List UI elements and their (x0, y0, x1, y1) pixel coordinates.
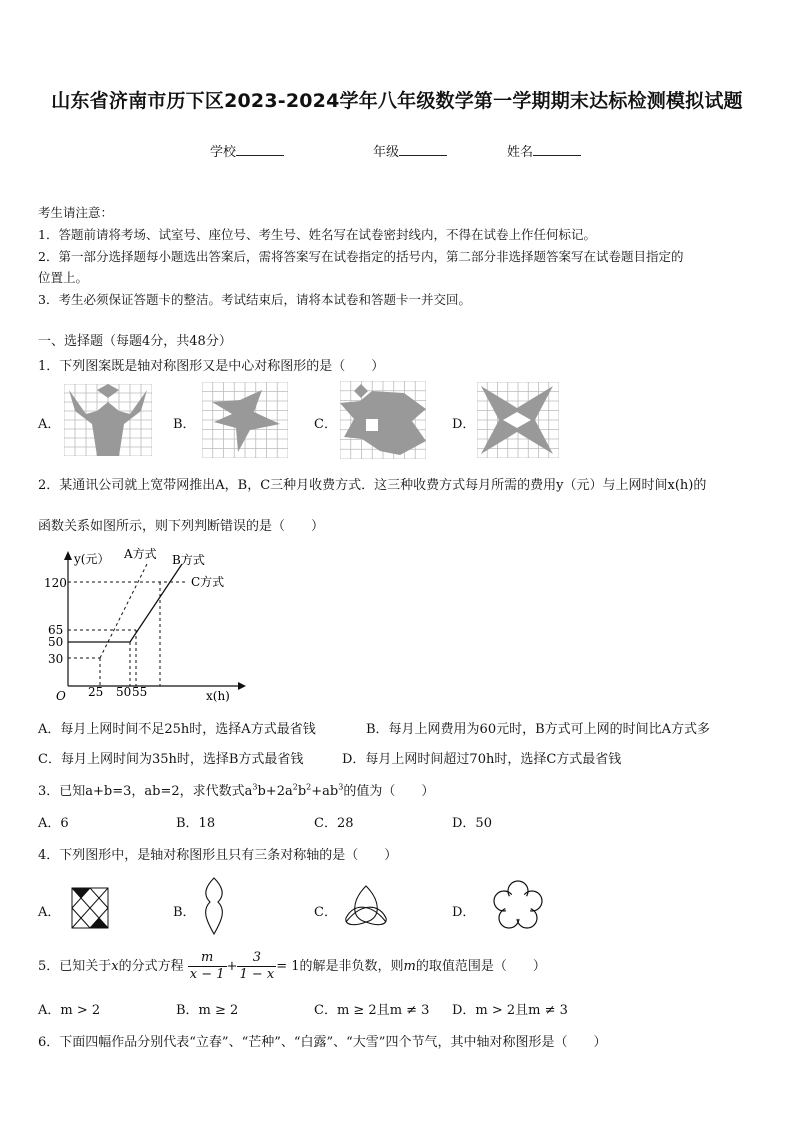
q5-fraction-2 (237, 950, 276, 983)
line-b-label: B方式 (172, 553, 205, 567)
notice-item: 1．答题前请将考场、试室号、座位号、考生号、姓名写在试卷密封线内，不得在试卷上作任何标记。 (38, 227, 596, 242)
frac-numerator: 3 (237, 950, 276, 967)
q3-stem-part: 的值为（ ） (343, 784, 435, 799)
school-label: 学校 (210, 145, 237, 160)
section-heading: 一、选择题（每题4分，共48分） (38, 334, 232, 349)
notice-item: 3．考生必须保证答题卡的整洁。考试结束后，请将本试卷和答题卡一并交回。 (38, 292, 471, 307)
q5-option-b: B．m ≥ 2 (176, 1003, 239, 1018)
q1-label-c: C． (314, 417, 337, 432)
q4-label-c: C． (314, 905, 337, 920)
q1-figure-b (202, 382, 288, 458)
q1-label-d: D． (452, 417, 476, 432)
x-tick-55: 55 (132, 685, 148, 699)
q2-option-a: A．每月上网时间不足25h时，选择A方式最省钱 (38, 722, 316, 737)
q3-exp: 3 (338, 782, 344, 792)
school-blank[interactable] (236, 143, 284, 156)
line-a-label: A方式 (124, 547, 157, 561)
question-1-stem: 1．下列图案既是轴对称图形又是中心对称图形的是（ ） (38, 359, 385, 374)
q3-stem-part: 3．已知a+b=3，ab=2，求代数式a (38, 784, 253, 799)
q3-option-d: D．50 (452, 816, 492, 831)
q3-exp: 2 (306, 782, 312, 792)
x-axis-label: x(h) (206, 689, 230, 703)
origin-label: O (56, 689, 66, 703)
q5-option-c: C．m ≥ 2且m ≠ 3 (314, 1003, 430, 1018)
q2-option-d: D．每月上网时间超过70h时，选择C方式最省钱 (342, 752, 622, 767)
q4-label-a: A． (38, 905, 61, 920)
q3-exp: 3 (252, 782, 258, 792)
question-2-stem-1: 2．某通讯公司就上宽带网推出A，B，C三种月收费方式．这三种收费方式每月所需的费用y（元）与上网时间x(h)的 (38, 478, 707, 493)
y-tick-30: 30 (48, 652, 64, 666)
q5-stem-part: 5．已知关于 (38, 959, 112, 974)
x-tick-50: 50 (116, 685, 132, 699)
q4-label-d: D． (452, 905, 476, 920)
q4-figure-d (492, 880, 544, 932)
grade-label: 年级 (373, 145, 400, 160)
y-tick-120: 120 (44, 576, 67, 590)
q3-option-b: B．18 (176, 816, 216, 831)
q5-var-x: x (111, 959, 119, 974)
q3-option-c: C．28 (314, 816, 354, 831)
line-c-label: C方式 (191, 575, 225, 589)
q5-var-m: m (403, 959, 416, 974)
page-title: 山东省济南市历下区2023-2024学年八年级数学第一学期期末达标检测模拟试题 (51, 90, 743, 112)
q2-option-b: B．每月上网费用为60元时，B方式可上网的时间比A方式多 (366, 722, 711, 737)
question-3-stem (38, 780, 434, 799)
q5-stem-part: 的取值范围是（ ） (415, 959, 546, 974)
school-field (210, 141, 284, 160)
x-tick-25: 25 (88, 685, 104, 699)
q1-label-b: B． (173, 417, 196, 432)
q5-stem-part: 的解是非负数，则 (299, 959, 404, 974)
question-6-stem: 6．下面四幅作品分别代表“立春”、“芒种”、“白露”、“大雪”四个节气，其中轴对称图形是（ ） (38, 1035, 607, 1050)
q2-function-graph (38, 546, 248, 706)
q1-figure-a (64, 384, 152, 456)
q4-figure-c (342, 882, 390, 928)
question-4-stem: 4．下列图形中，是轴对称图形且只有三条对称轴的是（ ） (38, 848, 398, 863)
notice-item: 2．第一部分选择题每小题选出答案后，需将答案写在试卷指定的括号内，第二部分非选择题答案写在试卷题目指定的 (38, 249, 684, 264)
q3-stem-part: +ab (311, 784, 339, 799)
y-tick-50: 50 (48, 635, 64, 649)
grade-field (373, 141, 447, 160)
line-a-rise (100, 562, 148, 658)
q5-option-d: D．m > 2且m ≠ 3 (452, 1003, 568, 1018)
q3-stem-part: b+2a (257, 784, 293, 799)
q1-figure-c (340, 381, 426, 459)
q4-figure-b (200, 876, 228, 936)
q5-plus: + (226, 959, 238, 974)
q3-exp: 2 (292, 782, 298, 792)
q3-stem-part: b (297, 784, 307, 799)
q5-option-a: A．m > 2 (38, 1003, 101, 1018)
q1-figure-d (477, 382, 559, 458)
notice-heading: 考生请注意： (38, 205, 114, 220)
y-axis-label: y(元） (74, 552, 110, 566)
q1-label-a: A． (38, 417, 61, 432)
notice-item: 位置上。 (38, 270, 89, 285)
frac-denominator: 1 − x (239, 967, 275, 982)
q2-option-c: C．每月上网时间为35h时，选择B方式最省钱 (38, 752, 304, 767)
q5-equals: = 1 (276, 959, 300, 974)
q4-figure-a (68, 884, 112, 932)
q5-stem-part: 的分式方程 (118, 959, 184, 974)
question-5-stem (38, 950, 546, 984)
y-tick-65: 65 (48, 623, 64, 637)
name-blank[interactable] (533, 143, 581, 156)
frac-denominator: x − 1 (189, 967, 225, 982)
q5-fraction-1 (188, 950, 227, 983)
q3-option-a: A．6 (38, 816, 69, 831)
question-2-stem-2: 函数关系如图所示，则下列判断错误的是（ ） (38, 519, 325, 534)
name-field (507, 141, 581, 160)
frac-numerator: m (188, 950, 227, 967)
name-label: 姓名 (507, 145, 534, 160)
grade-blank[interactable] (399, 143, 447, 156)
q4-label-b: B． (173, 905, 196, 920)
